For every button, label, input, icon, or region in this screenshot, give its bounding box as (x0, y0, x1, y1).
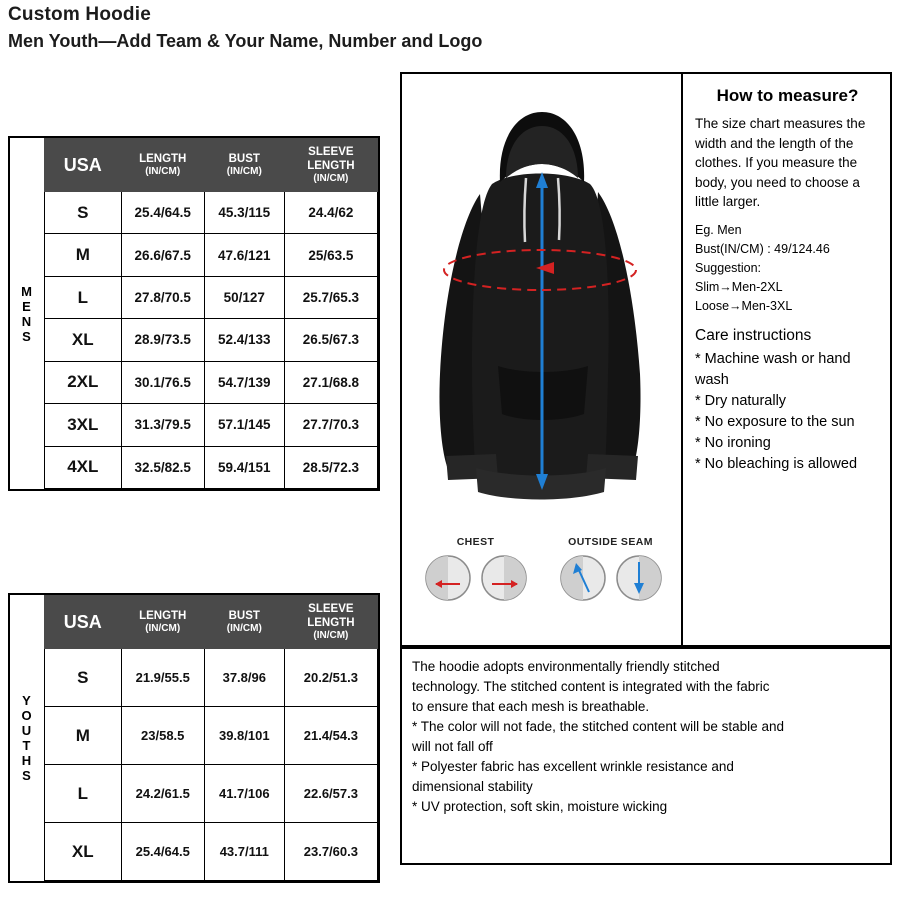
col-header-sleeve-unit: (IN/CM) (313, 630, 349, 641)
example-line-3: Suggestion: (695, 260, 762, 275)
description-line: will not fall off (412, 739, 493, 754)
cell-sleeve: 27.1/68.8 (284, 361, 377, 403)
description-line: * UV protection, soft skin, moisture wicking (412, 799, 668, 814)
cell-bust: 39.8/101 (204, 707, 284, 765)
col-header-bust-unit: (IN/CM) (226, 166, 262, 177)
cell-length: 30.1/76.5 (121, 361, 204, 403)
cell-sleeve: 22.6/57.3 (284, 765, 377, 823)
col-header-length (121, 596, 204, 649)
col-header-length-text: LENGTH (139, 610, 187, 622)
cell-bust: 37.8/96 (204, 649, 284, 707)
col-header-usa: USA (45, 139, 122, 192)
col-header-sleeve-text: SLEEVE LENGTH (307, 146, 355, 172)
table-row (45, 404, 378, 446)
cell-bust: 54.7/139 (204, 361, 284, 403)
col-header-bust-unit: (IN/CM) (226, 623, 262, 634)
cell-length: 25.4/64.5 (121, 823, 204, 881)
cell-length: 25.4/64.5 (121, 192, 204, 234)
cell-bust: 41.7/106 (204, 765, 284, 823)
table-row (45, 276, 378, 318)
table-row (45, 192, 378, 234)
cell-sleeve: 26.5/67.3 (284, 319, 377, 361)
cell-bust: 43.7/111 (204, 823, 284, 881)
outside-seam-right-measure-icon (615, 554, 663, 602)
col-header-sleeve (284, 139, 377, 192)
fabric-description-panel (400, 647, 892, 865)
measure-icon-row (408, 536, 678, 602)
youth-side-label (10, 595, 44, 881)
table-row (45, 649, 378, 707)
youth-size-table (44, 595, 378, 881)
cell-length: 32.5/82.5 (121, 446, 204, 488)
description-line: The hoodie adopts environmentally friendly stitched (412, 659, 720, 674)
youth-size-table-block (8, 593, 380, 883)
cell-size: S (45, 649, 122, 707)
care-item: * No bleaching is allowed (695, 455, 858, 472)
example-line-4: Slim→Men-2XL (695, 279, 783, 294)
cell-length: 27.8/70.5 (121, 276, 204, 318)
cell-sleeve: 28.5/72.3 (284, 446, 377, 488)
cell-size: M (45, 234, 122, 276)
col-header-length-unit: (IN/CM) (145, 623, 181, 634)
cell-length: 26.6/67.5 (121, 234, 204, 276)
table-header-row (45, 596, 378, 649)
cell-length: 28.9/73.5 (121, 319, 204, 361)
care-instructions-title: Care instructions (695, 326, 812, 344)
table-row (45, 765, 378, 823)
example-line-5: Loose→Men-3XL (695, 298, 793, 313)
chest-icon-group (424, 536, 528, 602)
chest-left-measure-icon (424, 554, 472, 602)
col-header-bust (204, 139, 284, 192)
cell-bust: 50/127 (204, 276, 284, 318)
cell-sleeve: 23.7/60.3 (284, 823, 377, 881)
mens-side-label (10, 138, 44, 489)
care-item: * No ironing (695, 434, 771, 451)
care-item: * No exposure to the sun (695, 413, 855, 430)
cell-sleeve: 27.7/70.3 (284, 404, 377, 446)
cell-size: XL (45, 319, 122, 361)
cell-size: 3XL (45, 404, 122, 446)
how-to-measure-body: The size chart measures the width and the length of the clothes. If you measure the body, you need to choose a little larger. (695, 116, 866, 209)
outside-seam-left-measure-icon (559, 554, 607, 602)
outside-seam-icon-group (559, 536, 663, 602)
youth-side-label-text: YOUTHS (21, 693, 33, 783)
col-header-sleeve-unit: (IN/CM) (313, 173, 349, 184)
cell-length: 21.9/55.5 (121, 649, 204, 707)
page-title: Custom Hoodie (8, 4, 151, 25)
how-to-measure-title: How to measure? (716, 86, 859, 105)
cell-bust: 45.3/115 (204, 192, 284, 234)
cell-size: 4XL (45, 446, 122, 488)
cell-bust: 52.4/133 (204, 319, 284, 361)
cell-bust: 59.4/151 (204, 446, 284, 488)
table-row (45, 446, 378, 488)
col-header-bust (204, 596, 284, 649)
col-header-length-text: LENGTH (139, 153, 187, 165)
hoodie-image (402, 74, 681, 534)
description-line: * The color will not fade, the stitched content will be stable and (412, 719, 784, 734)
col-header-sleeve (284, 596, 377, 649)
cell-bust: 57.1/145 (204, 404, 284, 446)
cell-size: S (45, 192, 122, 234)
cell-length: 24.2/61.5 (121, 765, 204, 823)
cell-size: XL (45, 823, 122, 881)
col-header-bust-text: BUST (228, 610, 260, 622)
hoodie-illustration-panel (400, 72, 683, 647)
cell-sleeve: 25/63.5 (284, 234, 377, 276)
mens-size-table (44, 138, 378, 489)
cell-sleeve: 24.4/62 (284, 192, 377, 234)
mens-side-label-text: MENS (21, 283, 33, 344)
col-header-bust-text: BUST (228, 153, 260, 165)
description-line: technology. The stitched content is integrated with the fabric (412, 679, 770, 694)
outside-seam-caption: OUTSIDE SEAM (568, 536, 653, 548)
page-header (8, 4, 892, 52)
cell-sleeve: 20.2/51.3 (284, 649, 377, 707)
how-to-measure-panel (681, 72, 892, 647)
col-header-usa: USA (45, 596, 122, 649)
description-line: * Polyester fabric has excellent wrinkle resistance and (412, 759, 734, 774)
example-line-1: Eg. Men (695, 222, 742, 237)
chest-right-measure-icon (480, 554, 528, 602)
table-row (45, 319, 378, 361)
care-instructions-list (695, 349, 880, 475)
table-header-row (45, 139, 378, 192)
table-row (45, 707, 378, 765)
mens-size-table-block (8, 136, 380, 491)
table-row (45, 361, 378, 403)
col-header-length-unit: (IN/CM) (145, 166, 181, 177)
col-header-length (121, 139, 204, 192)
cell-size: M (45, 707, 122, 765)
care-item: * Machine wash or hand wash (695, 350, 851, 388)
example-line-2: Bust(IN/CM) : 49/124.46 (695, 241, 830, 256)
col-header-sleeve-text: SLEEVE LENGTH (307, 603, 355, 629)
description-line: dimensional stability (412, 779, 533, 794)
cell-size: L (45, 276, 122, 318)
cell-size: 2XL (45, 361, 122, 403)
chest-caption: CHEST (456, 536, 495, 548)
cell-length: 31.3/79.5 (121, 404, 204, 446)
cell-bust: 47.6/121 (204, 234, 284, 276)
description-line: to ensure that each mesh is breathable. (412, 699, 650, 714)
cell-sleeve: 25.7/65.3 (284, 276, 377, 318)
cell-length: 23/58.5 (121, 707, 204, 765)
table-row (45, 234, 378, 276)
cell-sleeve: 21.4/54.3 (284, 707, 377, 765)
cell-size: L (45, 765, 122, 823)
care-item: * Dry naturally (695, 392, 787, 409)
page-subtitle: Men Youth—Add Team & Your Name, Number and Logo (8, 31, 483, 51)
table-row (45, 823, 378, 881)
